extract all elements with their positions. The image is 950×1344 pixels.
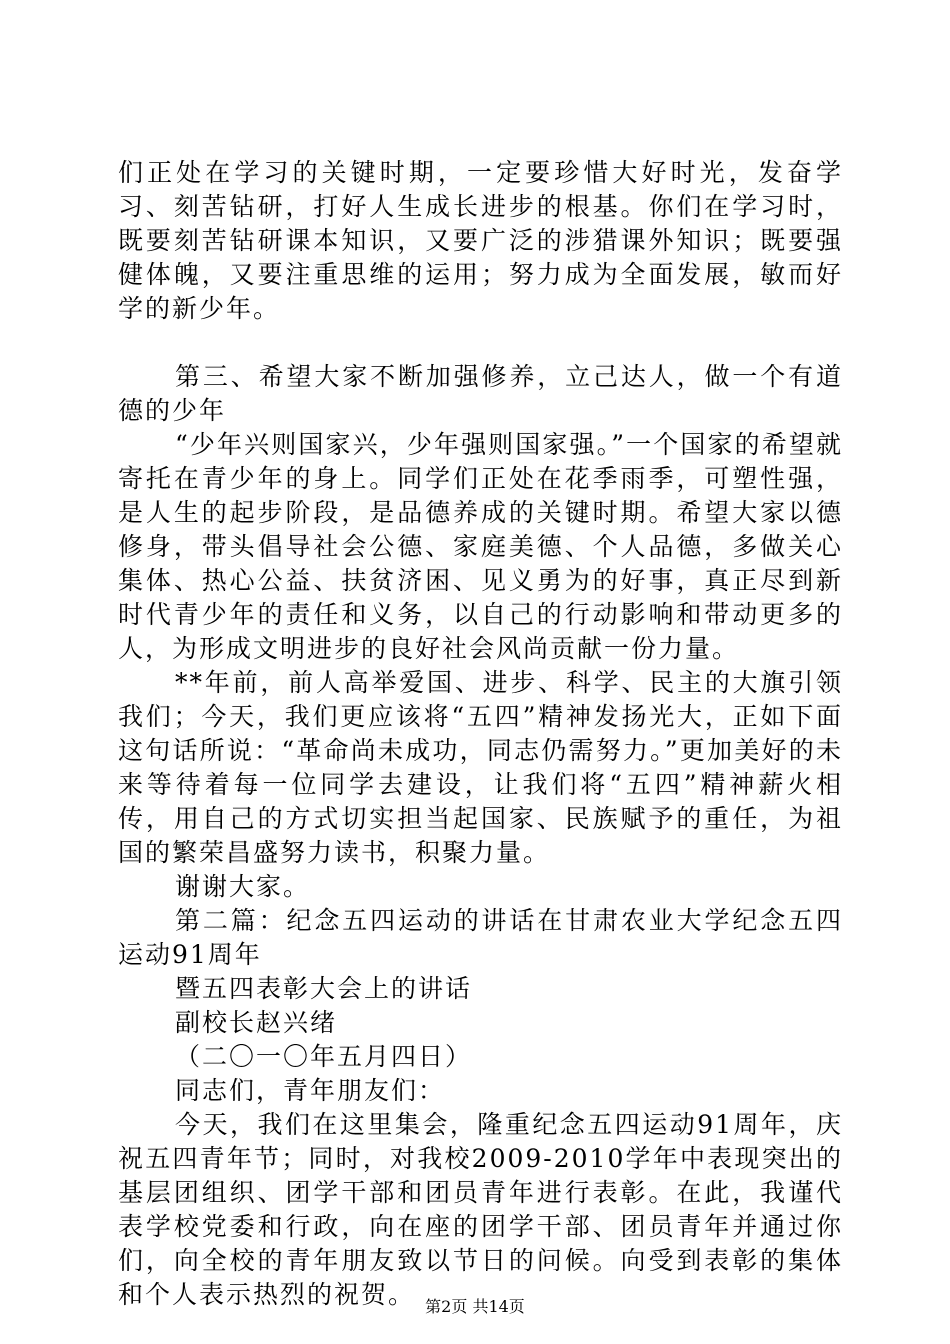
paragraph-gap (118, 326, 843, 360)
paragraph-thanks: 谢谢大家。 (175, 872, 311, 901)
paragraph-youth-morality: “少年兴则国家兴，少年强则国家强。”一个国家的希望就寄托在青少年的身上。同学们正处在花季雨季，可塑性强，是人生的起步阶段，是品德养成的关键时期。希望大家以德修身，带头倡导社会公德、家庭美德、个人品德，多做关心集体、热心公益、扶贫济困、见义勇为的好事，真正尽到新时代青少年的责任和义务，以自己的行动影响和带动更多的人，为形成文明进步的良好社会风尚贡献一份力量。 (118, 430, 843, 663)
salutation: 同志们，青年朋友们： (175, 1076, 446, 1105)
speech-date: （二〇一〇年五月四日） (175, 1042, 473, 1071)
paragraph-study-continuation: 们正处在学习的关键时期，一定要珍惜大好时光，发奋学习、刻苦钻研，打好人生成长进步的根基。你们在学习时，既要刻苦钻研课本知识，又要广泛的涉猎课外知识；既要强健体魄，又要注重思维的运用；努力成为全面发展，敏而好学的新少年。 (118, 158, 843, 323)
paragraph-may-fourth-spirit: **年前，前人高举爱国、进步、科学、民主的大旗引领我们；今天，我们更应该将“五四”精神发扬光大，正如下面这句话所说：“革命尚未成功，同志仍需努力。”更加美好的未来等待着每一位同学去建设，让我们将“五四”精神薪火相传，用自己的方式切实担当起国家、民族赋予的重任，为祖国的繁荣昌盛努力读书，积聚力量。 (118, 668, 843, 867)
chapter-title-second-article: 第二篇：纪念五四运动的讲话在甘肃农业大学纪念五四运动91周年 (118, 906, 843, 969)
page-number-footer: 第2页 共14页 (425, 1297, 525, 1316)
speaker-name: 副校长赵兴绪 (175, 1008, 338, 1037)
document-body (118, 156, 843, 1312)
paragraph-opening-speech: 今天，我们在这里集会，隆重纪念五四运动91周年，庆祝五四青年节；同时，对我校2009-2010学年中表现突出的基层团组织、团学干部和团员青年进行表彰。在此，我谨代表学校党委和行政，向在座的团学干部、团员青年并通过你们，向全校的青年朋友致以节日的问候。向受到表彰的集体和个人表示热烈的祝贺。 (118, 1110, 843, 1309)
section-heading-third-hope: 第三、希望大家不断加强修养，立己达人，做一个有道德的少年 (118, 362, 843, 425)
chapter-subtitle: 暨五四表彰大会上的讲话 (175, 974, 473, 1003)
